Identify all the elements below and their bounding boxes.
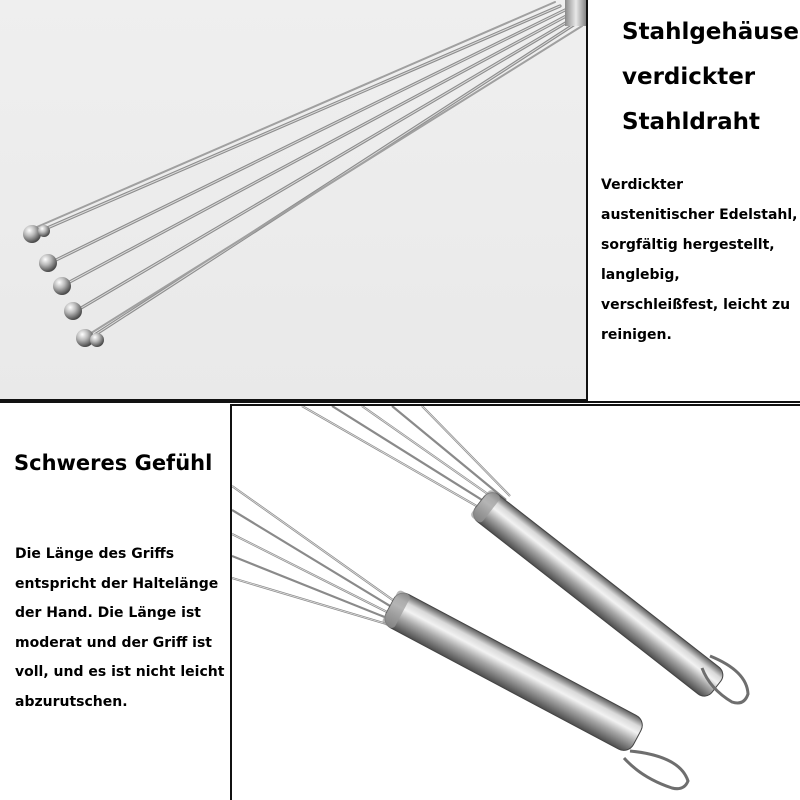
- ball-whisk-photo: [0, 0, 588, 401]
- bottom-section-title: Schweres Gefühl: [14, 451, 213, 475]
- whisk-handles-photo: [230, 404, 800, 800]
- top-title-line-1: Stahlgehäuse: [622, 19, 799, 45]
- top-title-line-2: verdickter: [622, 64, 756, 90]
- top-title-line-3: Stahldraht: [622, 109, 761, 135]
- lower-hanging-loop: [624, 751, 688, 789]
- divider-line: [0, 401, 800, 403]
- whisk-ferrule: [565, 0, 587, 26]
- whisk-handles-illustration: [232, 406, 800, 800]
- top-section-title: [622, 10, 799, 145]
- ball-whisk-illustration: [0, 0, 588, 401]
- bottom-section-description: Die Länge des Griffs entspricht der Haltelänge der Hand. Die Länge ist moderat und der Griff ist voll, und es ist nicht leicht abzurutschen.: [15, 546, 225, 710]
- top-section-description: Verdickter austenitischer Edelstahl, sorgfältig hergestellt, langlebig, verschleißfest, leicht zu reinigen.: [601, 177, 798, 343]
